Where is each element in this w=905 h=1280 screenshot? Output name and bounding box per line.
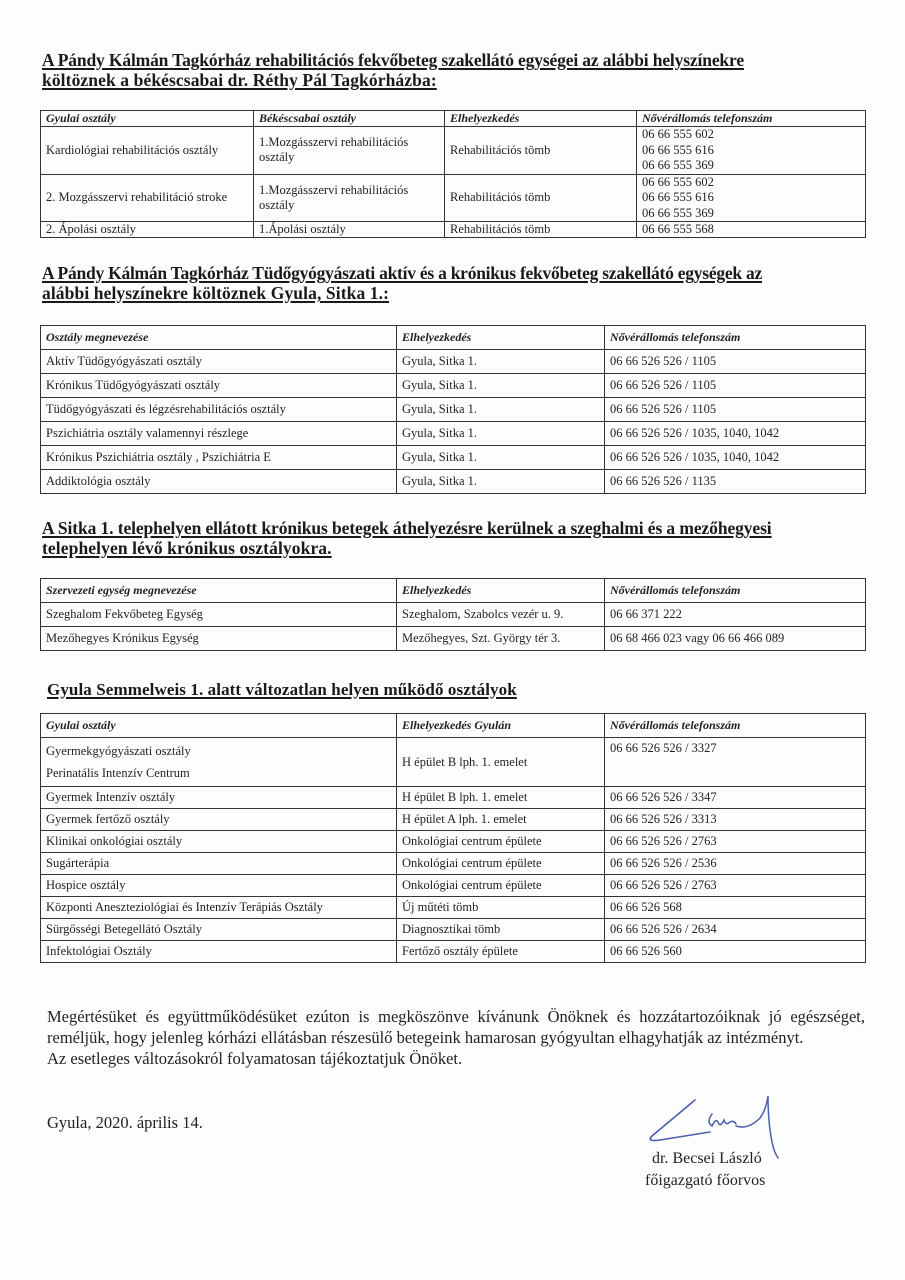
cell-telefon: 06 66 526 526 / 3327 xyxy=(605,738,866,787)
table-row xyxy=(41,127,866,175)
cell-hely: Diagnosztikai tömb xyxy=(397,919,605,941)
table-row xyxy=(41,446,866,470)
cell-hely: H épület A lph. 1. emelet xyxy=(397,809,605,831)
cell-bekescsabai: 1.Mozgásszervi rehabilitációs osztály xyxy=(254,127,445,175)
phone-number: 06 66 555 369 xyxy=(642,158,714,172)
cell-osztaly: Hospice osztály xyxy=(41,875,397,897)
table-row xyxy=(41,831,866,853)
cell-hely: Mezőhegyes, Szt. György tér 3. xyxy=(397,627,605,651)
col-header-osztaly: Osztály megnevezése xyxy=(41,326,397,350)
col-header-elhelyezkedes: Elhelyezkedés xyxy=(397,326,605,350)
cell-osztaly: Aktív Tüdőgyógyászati osztály xyxy=(41,350,397,374)
cell-osztaly: Gyermek fertőző osztály xyxy=(41,809,397,831)
col-header-szervezeti-egyseg: Szervezeti egység megnevezése xyxy=(41,579,397,603)
cell-hely: Onkológiai centrum épülete xyxy=(397,831,605,853)
cell-telefon: 06 66 526 526 / 1105 xyxy=(605,350,866,374)
col-header-gyulai: Gyulai osztály xyxy=(41,111,254,127)
cell-hely: Rehabilitációs tömb xyxy=(445,127,637,175)
relocation-table-sitka xyxy=(40,325,866,494)
cell-hely: Onkológiai centrum épülete xyxy=(397,853,605,875)
col-header-elhelyezkedes: Elhelyezkedés xyxy=(397,579,605,603)
closing-paragraph xyxy=(47,1006,865,1069)
cell-hely: Gyula, Sitka 1. xyxy=(397,398,605,422)
cell-hely: H épület B lph. 1. emelet xyxy=(397,738,605,787)
cell-telefon: 06 66 526 526 / 1035, 1040, 1042 xyxy=(605,422,866,446)
cell-telefon: 06 66 526 526 / 2763 xyxy=(605,875,866,897)
phone-number: 06 66 555 616 xyxy=(642,190,714,204)
cell-osztaly-line2: Perinatális Intenzív Centrum xyxy=(46,766,190,780)
cell-osztaly: Sugárterápia xyxy=(41,853,397,875)
col-header-telefon: Nővérállomás telefonszám xyxy=(605,326,866,350)
unchanged-departments-table xyxy=(40,713,866,963)
table-row xyxy=(41,853,866,875)
table-row xyxy=(41,809,866,831)
section2-heading-line2: alábbi helyszínekre költöznek Gyula, Sitka 1.: xyxy=(42,283,390,303)
closing-paragraph-info: Az esetleges változásokról folyamatosan tájékoztatjuk Önöket. xyxy=(47,1049,463,1068)
col-header-telefon: Nővérállomás telefonszám xyxy=(605,579,866,603)
cell-osztaly: Addiktológia osztály xyxy=(41,470,397,494)
section1-heading-line2: költöznek a békéscsabai dr. Réthy Pál Tagkórházba: xyxy=(42,70,437,90)
cell-telefon: 06 66 526 526 / 2634 xyxy=(605,919,866,941)
table-row xyxy=(41,919,866,941)
cell-gyulai: Kardiológiai rehabilitációs osztály xyxy=(41,127,254,175)
section4-heading-text: Gyula Semmelweis 1. alatt változatlan helyen működő osztályok xyxy=(47,680,517,699)
table-row xyxy=(41,738,866,787)
cell-osztaly: Sürgősségi Betegellátó Osztály xyxy=(41,919,397,941)
cell-osztaly: Krónikus Pszichiátria osztály , Pszichiátria E xyxy=(41,446,397,470)
table-row xyxy=(41,398,866,422)
cell-telefon: 06 66 526 526 / 1035, 1040, 1042 xyxy=(605,446,866,470)
cell-hely: Fertőző osztály épülete xyxy=(397,941,605,963)
cell-telefon: 06 66 526 526 / 2536 xyxy=(605,853,866,875)
cell-osztaly: Krónikus Tüdőgyógyászati osztály xyxy=(41,374,397,398)
table-row xyxy=(41,174,866,222)
table-row xyxy=(41,941,866,963)
cell-hely: Gyula, Sitka 1. xyxy=(397,422,605,446)
cell-osztaly: Gyermek Intenzív osztály xyxy=(41,787,397,809)
section3-heading xyxy=(42,518,862,558)
table-row xyxy=(41,470,866,494)
relocation-table-chronic xyxy=(40,578,866,651)
table-row xyxy=(41,422,866,446)
cell-osztaly: Központi Aneszteziológiai és Intenzív Terápiás Osztály xyxy=(41,897,397,919)
section2-heading-line1: A Pándy Kálmán Tagkórház Tüdőgyógyászati aktív és a krónikus fekvőbeteg szakellátó egységek az xyxy=(42,263,762,283)
cell-hely: Szeghalom, Szabolcs vezér u. 9. xyxy=(397,603,605,627)
col-header-elhelyezkedes-gyulan: Elhelyezkedés Gyulán xyxy=(397,714,605,738)
cell-telefon: 06 68 466 023 vagy 06 66 466 089 xyxy=(605,627,866,651)
col-header-elhelyezkedes: Elhelyezkedés xyxy=(445,111,637,127)
cell-hely: Új műtéti tömb xyxy=(397,897,605,919)
cell-telefon: 06 66 526 526 / 1105 xyxy=(605,398,866,422)
col-header-bekescsabai: Békéscsabai osztály xyxy=(254,111,445,127)
cell-osztaly: Pszichiátria osztály valamennyi részlege xyxy=(41,422,397,446)
cell-hely: Gyula, Sitka 1. xyxy=(397,374,605,398)
table-row xyxy=(41,350,866,374)
phone-number: 06 66 555 616 xyxy=(642,142,714,157)
cell-hely: Gyula, Sitka 1. xyxy=(397,350,605,374)
cell-hely: Onkológiai centrum épülete xyxy=(397,875,605,897)
cell-osztaly: Tüdőgyógyászati és légzésrehabilitációs osztály xyxy=(41,398,397,422)
cell-osztaly: Klinikai onkológiai osztály xyxy=(41,831,397,853)
cell-bekescsabai: 1.Ápolási osztály xyxy=(254,222,445,238)
table-row xyxy=(41,222,866,238)
col-header-telefon: Nővérállomás telefonszám xyxy=(637,111,866,127)
cell-gyulai: 2. Mozgásszervi rehabilitáció stroke xyxy=(41,174,254,222)
closing-paragraph-text: Megértésüket és együttműködésüket ezúton is megköszönve kívánunk Önöknek és hozzátartozóiknak jó egészséget, reméljük, hogy jelenleg kórházi ellátásban részesülő betegeink hamarosan gyógyultan elhagyhatják az intézményt. xyxy=(47,1007,865,1047)
section2-heading xyxy=(42,263,862,303)
cell-telefon: 06 66 526 526 / 3313 xyxy=(605,809,866,831)
col-header-telefon: Nővérállomás telefonszám xyxy=(605,714,866,738)
cell-egyseg: Szeghalom Fekvőbeteg Egység xyxy=(41,603,397,627)
cell-hely: H épület B lph. 1. emelet xyxy=(397,787,605,809)
cell-osztaly xyxy=(41,738,397,787)
section3-heading-line1: A Sitka 1. telephelyen ellátott krónikus betegek áthelyezésre kerülnek a szeghalmi és a mezőhegyesi xyxy=(42,518,772,538)
cell-phones xyxy=(637,174,866,222)
cell-telefon: 06 66 526 526 / 1105 xyxy=(605,374,866,398)
section4-heading xyxy=(47,680,867,700)
phone-number: 06 66 555 369 xyxy=(642,205,714,220)
signer-title: főigazgató főorvos xyxy=(645,1172,766,1189)
cell-phones xyxy=(637,127,866,175)
cell-hely: Gyula, Sitka 1. xyxy=(397,470,605,494)
cell-hely: Rehabilitációs tömb xyxy=(445,222,637,238)
cell-phones: 06 66 555 568 xyxy=(637,222,866,238)
col-header-gyulai: Gyulai osztály xyxy=(41,714,397,738)
relocation-table-bekescsaba xyxy=(40,110,866,238)
table-row xyxy=(41,627,866,651)
table-row xyxy=(41,875,866,897)
place-date: Gyula, 2020. április 14. xyxy=(47,1113,203,1132)
section3-heading-line2: telephelyen lévő krónikus osztályokra. xyxy=(42,538,332,558)
cell-gyulai: 2. Ápolási osztály xyxy=(41,222,254,238)
phone-number: 06 66 555 602 xyxy=(642,174,714,189)
table-row xyxy=(41,897,866,919)
cell-telefon: 06 66 371 222 xyxy=(605,603,866,627)
section1-heading xyxy=(42,50,862,90)
cell-egyseg: Mezőhegyes Krónikus Egység xyxy=(41,627,397,651)
cell-telefon: 06 66 526 568 xyxy=(605,897,866,919)
cell-telefon: 06 66 526 560 xyxy=(605,941,866,963)
cell-hely: Rehabilitációs tömb xyxy=(445,174,637,222)
cell-telefon: 06 66 526 526 / 1135 xyxy=(605,470,866,494)
cell-telefon: 06 66 526 526 / 3347 xyxy=(605,787,866,809)
cell-telefon: 06 66 526 526 / 2763 xyxy=(605,831,866,853)
signer-name: dr. Becsei László xyxy=(652,1150,762,1167)
table-row xyxy=(41,374,866,398)
cell-hely: Gyula, Sitka 1. xyxy=(397,446,605,470)
table-row xyxy=(41,603,866,627)
phone-number: 06 66 555 602 xyxy=(642,127,714,141)
cell-osztaly-line1: Gyermekgyógyászati osztály xyxy=(46,744,191,758)
section1-heading-line1: A Pándy Kálmán Tagkórház rehabilitációs fekvőbeteg szakellátó egységei az alábbi helyszínekre xyxy=(42,50,744,70)
table-row xyxy=(41,787,866,809)
cell-bekescsabai: 1.Mozgásszervi rehabilitációs osztály xyxy=(254,174,445,222)
cell-osztaly: Infektológiai Osztály xyxy=(41,941,397,963)
